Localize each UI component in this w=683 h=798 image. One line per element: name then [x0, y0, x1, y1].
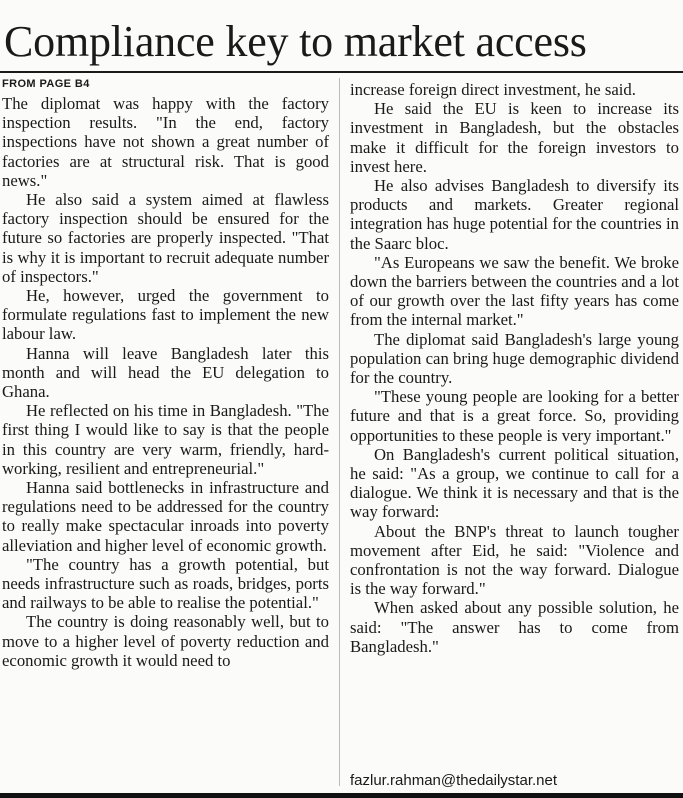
paragraph: When asked about any possible solution, he said: "The answer has to come from Bangladesh." [350, 598, 679, 656]
paragraph: Hanna will leave Bangladesh later this month and will head the EU delegation to Ghana. [2, 343, 329, 402]
article-column-1 [2, 76, 329, 670]
paragraph: "These young people are looking for a better future and that is a great force. So, providing opportunities to these people is very important." [350, 387, 679, 445]
author-email: fazlur.rahman@thedailystar.net [350, 772, 558, 789]
paragraph-continuation: increase foreign direct investment, he said. [350, 80, 636, 99]
paragraph: He, however, urged the government to formulate regulations fast to implement the new labour law. [2, 286, 329, 344]
paragraph: The country is doing reasonably well, but to move to a higher level of poverty reduction and economic growth it would need to [2, 612, 329, 670]
paragraph: The diplomat was happy with the factory inspection results. "In the end, factory inspections have not shown a great number of factories are at structural risk. That is good news." [2, 94, 329, 190]
paragraph: He also said a system aimed at flawless factory inspection should be ensured for the future so factories are properly inspected. "That is why it is important to recruit adequate number of inspectors." [2, 190, 329, 286]
paragraph: "As Europeans we saw the benefit. We broke down the barriers between the countries and a lot of our growth over the last fifty years has come from the internal market." [350, 252, 679, 330]
paragraph: "The country has a growth potential, but needs infrastructure such as roads, bridges, ports and railways to be able to realise the potential." [2, 554, 329, 613]
headline: Compliance key to market access [4, 17, 587, 66]
paragraph: He also advises Bangladesh to diversify its products and markets. Greater regional integration has huge potential for the countries in the Saarc bloc. [350, 176, 679, 253]
column-divider [339, 78, 340, 786]
from-page-label: FROM PAGE B4 [2, 78, 90, 90]
paragraph: Hanna said bottlenecks in infrastructure and regulations need to be addressed for the country to really make spectacular inroads into poverty alleviation and higher level of economic growth. [2, 478, 329, 555]
paragraph: He said the EU is keen to increase its investment in Bangladesh, but the obstacles make it difficult for the foreign investors to invest here. [350, 99, 679, 176]
paragraph: The diplomat said Bangladesh's large young population can bring huge demographic dividend for the country. [350, 329, 679, 388]
paragraph: About the BNP's threat to launch tougher movement after Eid, he said: "Violence and confrontation is not the way forward. Dialogue is the way forward." [350, 521, 679, 599]
paragraph: He reflected on his time in Bangladesh. "The first thing I would like to say is that the people in this country are very warm, friendly, hard-working, resilient and entrepreneurial." [2, 401, 329, 478]
headline-rule [0, 71, 683, 73]
article-column-2 [350, 80, 679, 656]
bottom-border [0, 793, 683, 798]
paragraph: On Bangladesh's current political situation, he said: "As a group, we continue to call for a dialogue. We think it is necessary and that is the way forward: [350, 444, 679, 522]
